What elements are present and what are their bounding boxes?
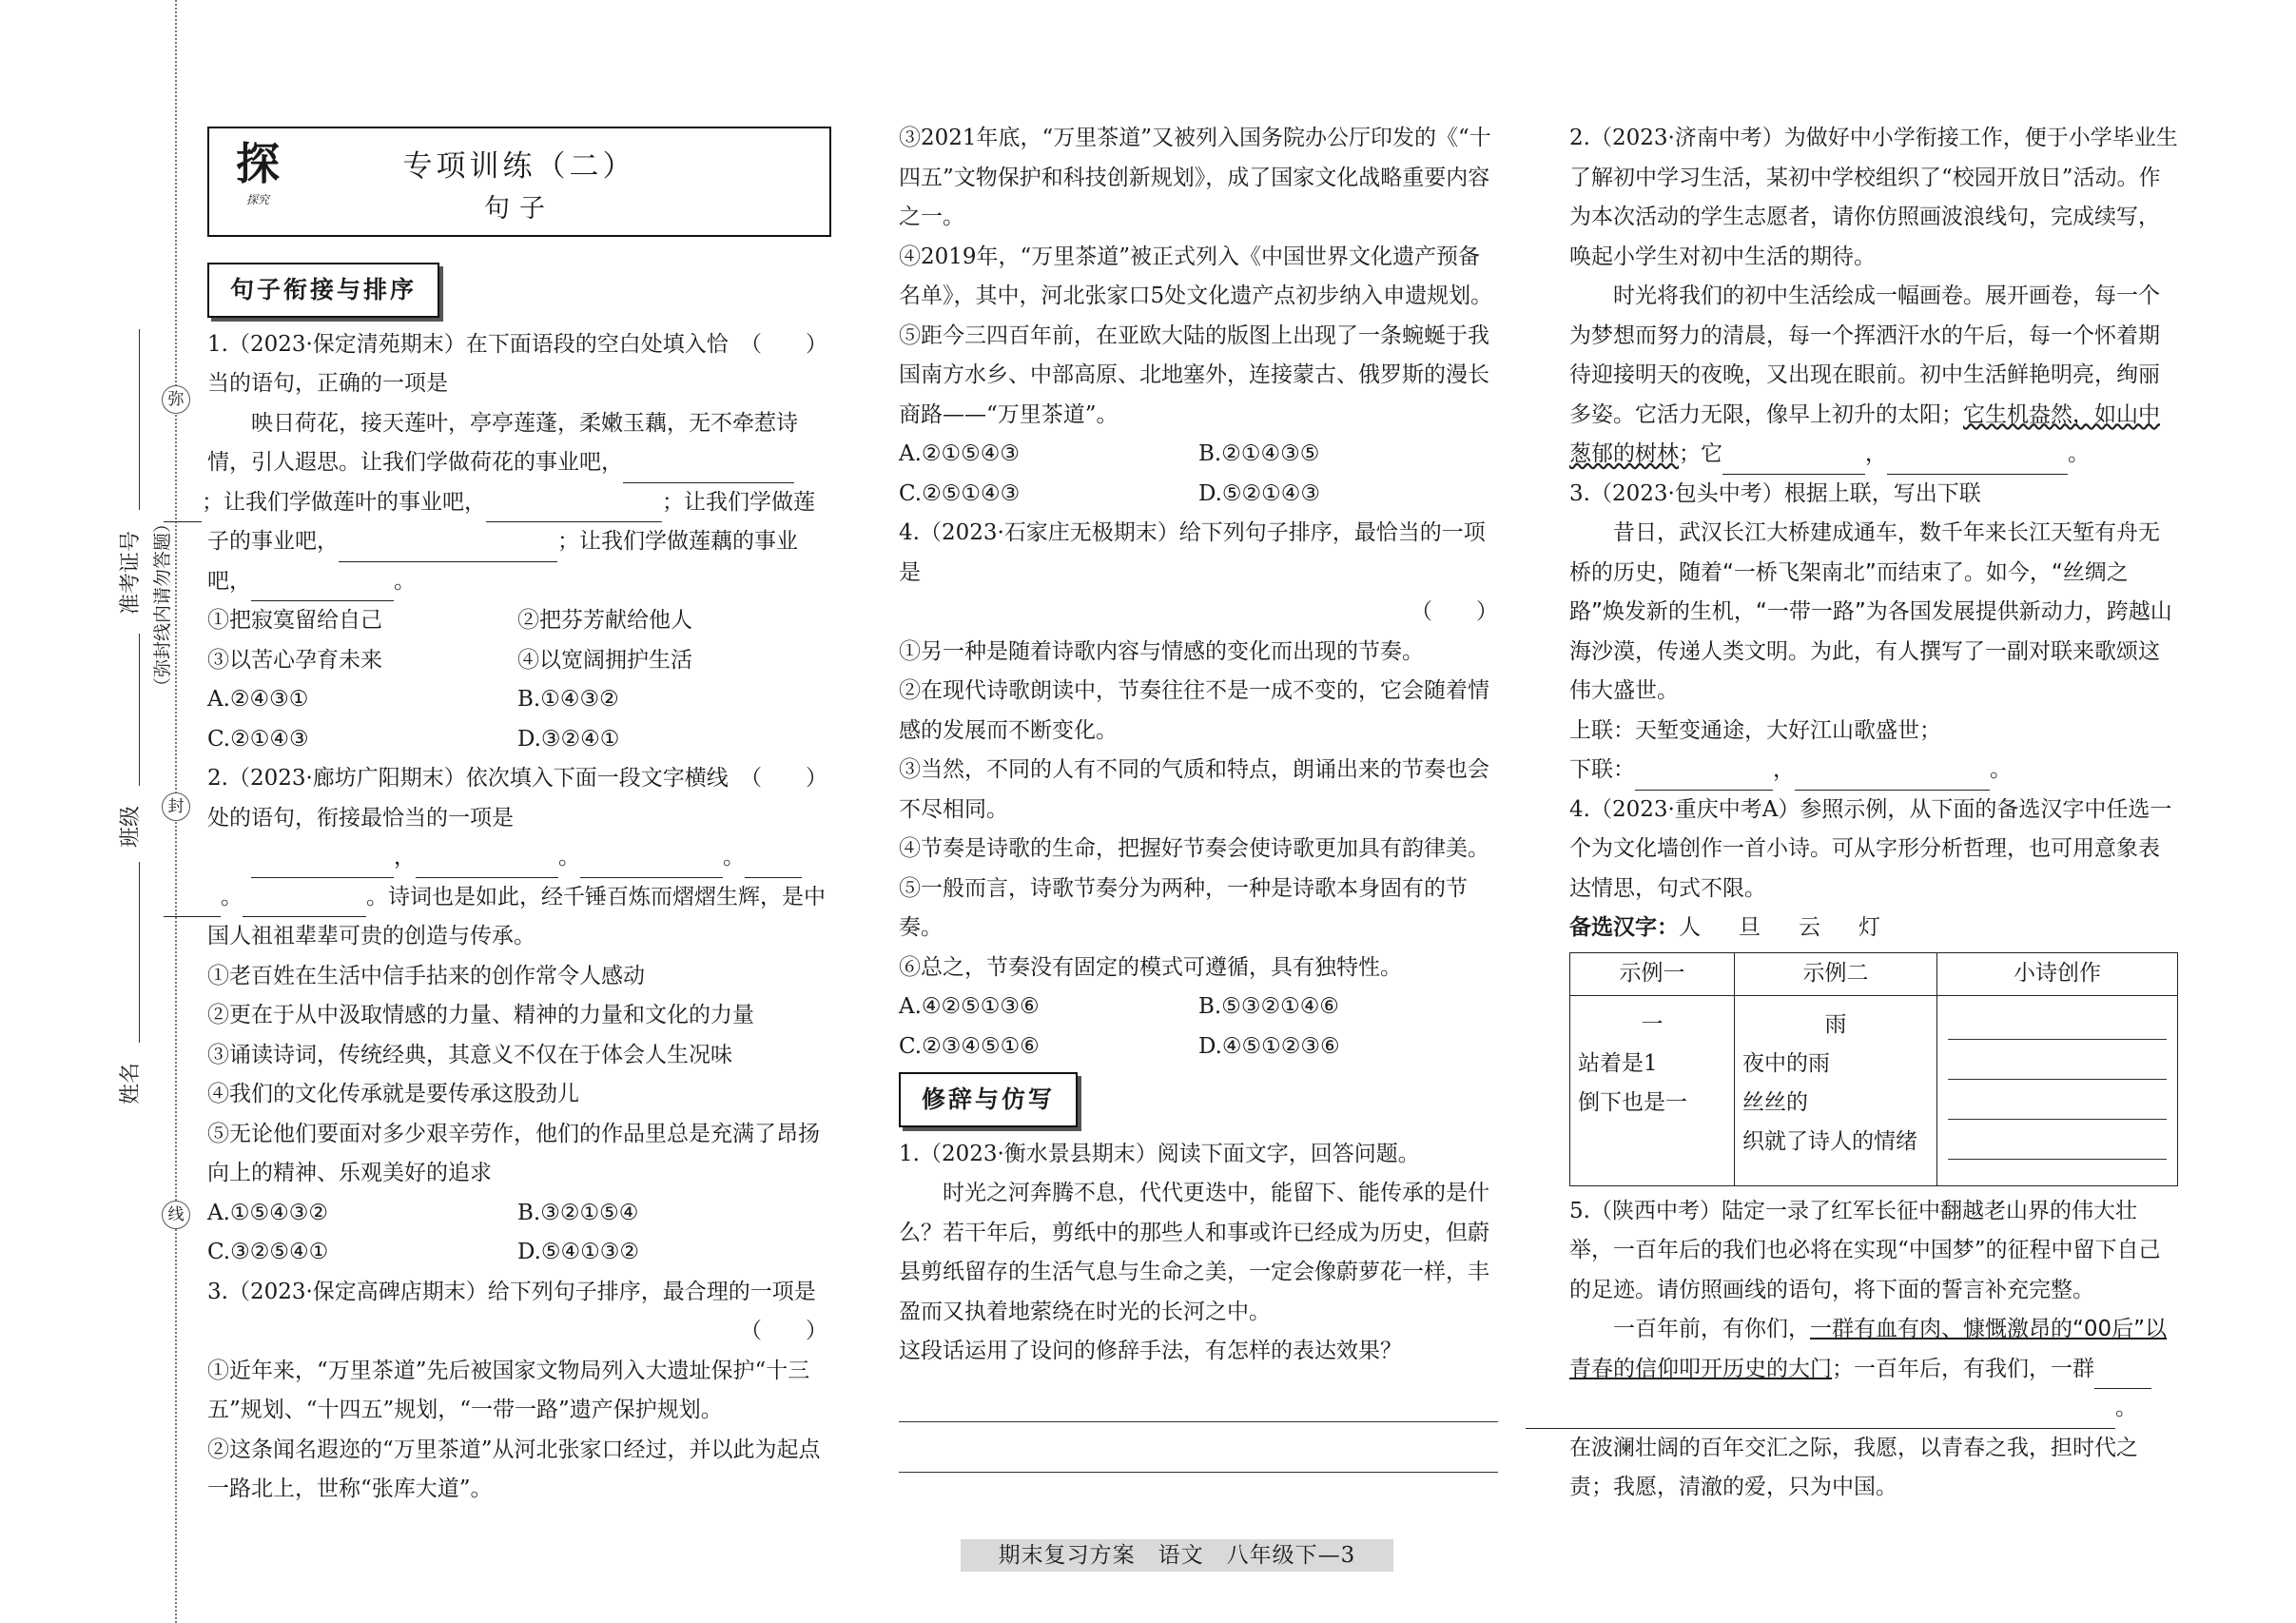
table-header: 小诗创作 bbox=[1937, 952, 2178, 995]
q3-stem: 3.（2023·包头中考）根据上联，写出下联 bbox=[1569, 480, 1981, 506]
q2-stem: （ ） 2.（2023·廊坊广阳期末）依次填入下面一段文字横线处的语句，衔接最恰当的一项是 bbox=[207, 759, 827, 838]
seal-char-1: 弥 bbox=[162, 385, 190, 414]
page-footer: 期末复习方案 语文 八年级下—3 bbox=[961, 1539, 1393, 1572]
rq1-stem: 1.（2023·衡水景县期末）阅读下面文字，回答问题。 bbox=[899, 1141, 1420, 1166]
example-two: 雨 夜中的雨 丝丝的 织就了诗人的情绪 bbox=[1735, 995, 1937, 1185]
page-subtitle: 句子 bbox=[484, 194, 555, 224]
answer-paren[interactable]: （ ） bbox=[740, 331, 827, 357]
q4-options[interactable]: A.④②⑤①③⑥ B.⑤③②①④⑥ bbox=[899, 994, 1339, 1019]
underlined-sentence: 一群有血有肉、慷慨激昂的“00后”以青春的信仰叩开历史的大门 bbox=[1569, 1317, 2168, 1381]
q4-item: ②在现代诗歌朗读中，节奏往往不是一成不变的，它会随着情感的发展而不断变化。 bbox=[899, 678, 1489, 743]
q1-items: ③以苦心孕育未来 ④以宽阔拥护生活 bbox=[207, 647, 692, 673]
fill-blank[interactable] bbox=[486, 498, 662, 522]
q3-item: ④2019年，“万里茶道”被正式列入《中国世界文化遗产预备名单》，其中，河北张家口5处文化遗产点初步纳入申遗规划。 bbox=[899, 244, 1493, 308]
class-label: 班级 bbox=[119, 805, 143, 848]
fill-blank[interactable] bbox=[580, 852, 723, 877]
example-table bbox=[1569, 952, 2178, 1186]
q4-options[interactable]: C.②③④⑤①⑥ D.④⑤①②③⑥ bbox=[899, 1033, 1340, 1059]
q3-options[interactable]: A.②①⑤④③ B.②①④③⑤ bbox=[899, 441, 1320, 466]
q5-closing: 在波澜壮阔的百年交汇之际，我愿，以青春之我，担时代之责；我愿，清澈的爱，只为中国。 bbox=[1569, 1435, 2138, 1499]
fill-blank[interactable] bbox=[1722, 449, 1865, 474]
upper-couplet: 上联：天堑变通途，大好江山歌盛世； bbox=[1569, 717, 1941, 743]
column-2 bbox=[899, 119, 1498, 1473]
column-3 bbox=[1569, 119, 2178, 1508]
q1-passage: 映日荷花，接天莲叶，亭亭莲蓬，柔嫩玉藕，无不牵惹诗情，引人遐思。让我们学做荷花的事业吧， ；让我们学做莲叶的事业吧， ；让我们学做莲子的事业吧， ；让我们学做莲藕的事业吧， 。 bbox=[207, 404, 827, 602]
q5-stem: 5.（陕西中考）陆定一录了红军长征中翻越老山界的伟大壮举，一百年后的我们也必将在实现“中国梦”的征程中留下自己的足迹。请仿照画线的语句，将下面的誓言补充完整。 bbox=[1569, 1198, 2161, 1302]
rq1-question: 这段话运用了设问的修辞手法，有怎样的表达效果？ bbox=[899, 1339, 1402, 1363]
table-header: 示例一 bbox=[1570, 952, 1735, 995]
seal-note: （弥封线内请勿答题） bbox=[152, 514, 173, 695]
q2-item: ②更在于从中汲取情感的力量、精神的力量和文化的力量 bbox=[207, 1003, 754, 1027]
column-1 bbox=[202, 257, 827, 1510]
fill-blank[interactable] bbox=[243, 892, 366, 917]
q3-item: ⑤距今三四百年前，在亚欧大陆的版图上出现了一条蜿蜒于我国南方水乡、中部高原、北地塞外，连接蒙古、俄罗斯的漫长商路——“万里茶道”。 bbox=[899, 323, 1489, 427]
fill-blank[interactable] bbox=[623, 458, 794, 482]
exam-no-label: 准考证号 bbox=[119, 530, 143, 615]
answer-line[interactable] bbox=[899, 1422, 1498, 1473]
q3-item: ③2021年底，“万里茶道”又被列入国务院办公厅印发的《“十四五”文物保护和科技创新规划》，成了国家文化战略重要内容之一。 bbox=[899, 126, 1491, 229]
fill-blank[interactable] bbox=[1887, 449, 2068, 474]
exam-no-field[interactable] bbox=[139, 329, 140, 510]
q4-stem: 4.（2023·石家庄无极期末）给下列句子排序，最恰当的一项是 （ ） bbox=[899, 514, 1498, 633]
q2-item: ⑤无论他们要面对多少艰辛劳作，他们的作品里总是充满了昂扬向上的精神、乐观美好的追求 bbox=[207, 1121, 820, 1185]
q4-item: ⑤一般而言，诗歌节奏分为两种，一种是诗歌本身固有的节奏。 bbox=[899, 875, 1468, 940]
answer-paren[interactable]: （ ） bbox=[740, 766, 827, 791]
q4-item: ④节奏是诗歌的生命，把握好节奏会使诗歌更加具有韵律美。 bbox=[899, 836, 1489, 861]
seal-char-3: 线 bbox=[162, 1201, 190, 1229]
logo-glyph: 探 bbox=[236, 138, 280, 189]
seal-char-2: 封 bbox=[162, 792, 190, 821]
q3-passage: 昔日，武汉长江大桥建成通车，数千年来长江天堑有舟无桥的历史，随着“一桥飞架南北”而结束了。如今，“丝绸之路”焕发新的生机，“一带一路”为各国发展提供新动力，跨越山海沙漠，传递人类文明。为此，有人撰写了一副对联来歌颂这伟大盛世。 bbox=[1569, 520, 2172, 703]
fill-blank[interactable] bbox=[164, 892, 221, 917]
q1-options[interactable]: A.②④③① B.①④③② bbox=[207, 687, 619, 712]
candidate-chars: 备选汉字：人 旦 云 灯 bbox=[1569, 915, 1880, 940]
q4-stem: 4.（2023·重庆中考A）参照示例，从下面的备选汉字中任选一个为文化墙创作一首小诗。可从字形分析哲理，也可用意象表达情思，句式不限。 bbox=[1569, 796, 2172, 901]
q2-options[interactable]: A.①⑤④③② B.③②①⑤④ bbox=[207, 1200, 639, 1225]
q1-items: ①把寂寞留给自己 ②把芬芳献给他人 bbox=[207, 608, 692, 633]
fill-blank[interactable] bbox=[1635, 765, 1773, 790]
fill-blank[interactable] bbox=[164, 498, 202, 522]
q3-options[interactable]: C.②⑤①④③ D.⑤②①④③ bbox=[899, 480, 1321, 506]
fill-blank[interactable] bbox=[1795, 765, 1990, 790]
q2-stem: 2.（2023·济南中考）为做好中小学衔接工作，便于小学毕业生了解初中学习生活，某初中学校组织了“校园开放日”活动。作为本次活动的学生志愿者，请你仿照画波浪线句，完成续写，唤起小学生对初中生活的期待。 bbox=[1569, 126, 2178, 269]
answer-paren[interactable]: （ ） bbox=[1411, 599, 1498, 624]
q1-stem: （ ） 1.（2023·保定清苑期末）在下面语段的空白处填入恰当的语句，正确的一项是 bbox=[207, 325, 827, 404]
page-title: 专项训练（二） bbox=[402, 149, 636, 184]
q2-item: ①老百姓在生活中信手拈来的创作常令人感动 bbox=[207, 963, 645, 988]
q3-stem: 3.（2023·保定高碑店期末）给下列句子排序，最合理的一项是 （ ） bbox=[207, 1273, 827, 1352]
q2-passage: 时光将我们的初中生活绘成一幅画卷。展开画卷，每一个为梦想而努力的清晨，每一个挥洒汗水的午后，每一个怀着期待迎接明天的夜晚，又出现在眼前。初中生活鲜艳明亮，绚丽多姿。它活力无限，像早上初升的太阳；它生机盎然，如山中葱郁的树林；它 ， 。 bbox=[1569, 277, 2178, 475]
fill-blank[interactable] bbox=[2094, 1364, 2151, 1389]
q2-item: ④我们的文化传承就是要传承这股劲儿 bbox=[207, 1082, 579, 1106]
rq1-passage: 时光之河奔腾不息，代代更迭中，能留下、能传承的是什么？若干年后，剪纸中的那些人和事或许已经成为历史，但蔚县剪纸留存的生活气息与生命之美，一定会像蔚萝花一样，丰盈而又执着地萦绕在时光的长河之中。 bbox=[899, 1181, 1489, 1324]
name-label: 姓名 bbox=[119, 1062, 143, 1105]
logo-sub: 探究 bbox=[245, 193, 269, 206]
name-field[interactable] bbox=[139, 862, 140, 1043]
q3-item: ②这条闻名遐迩的“万里茶道”从河北张家口经过，并以此为起点一路北上，世称“张库大道”。 bbox=[207, 1437, 821, 1501]
q1-options[interactable]: C.②①④③ D.③②④① bbox=[207, 726, 620, 752]
fill-blank[interactable] bbox=[745, 852, 802, 877]
title-box bbox=[207, 127, 831, 237]
fill-blank[interactable] bbox=[339, 537, 557, 561]
section-title-rhetoric: 修辞与仿写 bbox=[899, 1072, 1078, 1127]
fill-blank[interactable] bbox=[251, 852, 394, 877]
q2-passage: ， 。 。 。 。诗词也是如此，经千锤百炼而熠熠生辉，是中国人祖祖辈辈可贵的创造与传承。 bbox=[207, 838, 827, 957]
table-header: 示例二 bbox=[1735, 952, 1937, 995]
q4-item: ③当然，不同的人有不同的气质和特点，朗诵出来的节奏也会不尽相同。 bbox=[899, 757, 1489, 822]
q4-item: ⑥总之，节奏没有固定的模式可遵循，具有独特性。 bbox=[899, 954, 1402, 980]
q2-item: ③诵读诗词，传统经典，其意义不仅在于体会人生况味 bbox=[207, 1042, 732, 1067]
q2-options[interactable]: C.③②⑤④① D.⑤④①③② bbox=[207, 1240, 640, 1264]
section-title-sentence-order: 句子衔接与排序 bbox=[207, 263, 439, 318]
answer-line[interactable] bbox=[899, 1372, 1498, 1422]
q5-passage: 一百年前，有你们，一群有血有肉、慷慨激昂的“00后”以青春的信仰叩开历史的大门；一百年后，有我们，一群 。 bbox=[1569, 1310, 2178, 1429]
q3-item: ①近年来，“万里茶道”先后被国家文物局列入大遗址保护“十三五”规划、“十四五”规划，“一带一路”遗产保护规划。 bbox=[207, 1358, 810, 1422]
answer-paren[interactable]: （ ） bbox=[740, 1319, 827, 1343]
lower-couplet: 下联： ， 。 bbox=[1569, 751, 2178, 791]
q4-item: ①另一种是随着诗歌内容与情感的变化而出现的节奏。 bbox=[899, 638, 1424, 664]
poem-writing-area[interactable] bbox=[1937, 995, 2178, 1185]
example-one: 一 站着是1 倒下也是一 bbox=[1570, 995, 1735, 1185]
fill-blank[interactable] bbox=[1526, 1403, 2115, 1428]
wavy-sentence: 它生机盎然，如山中葱郁的树林 bbox=[1569, 401, 2160, 466]
fill-blank[interactable] bbox=[416, 852, 558, 877]
fill-blank[interactable] bbox=[251, 577, 394, 601]
class-field[interactable] bbox=[139, 634, 140, 786]
